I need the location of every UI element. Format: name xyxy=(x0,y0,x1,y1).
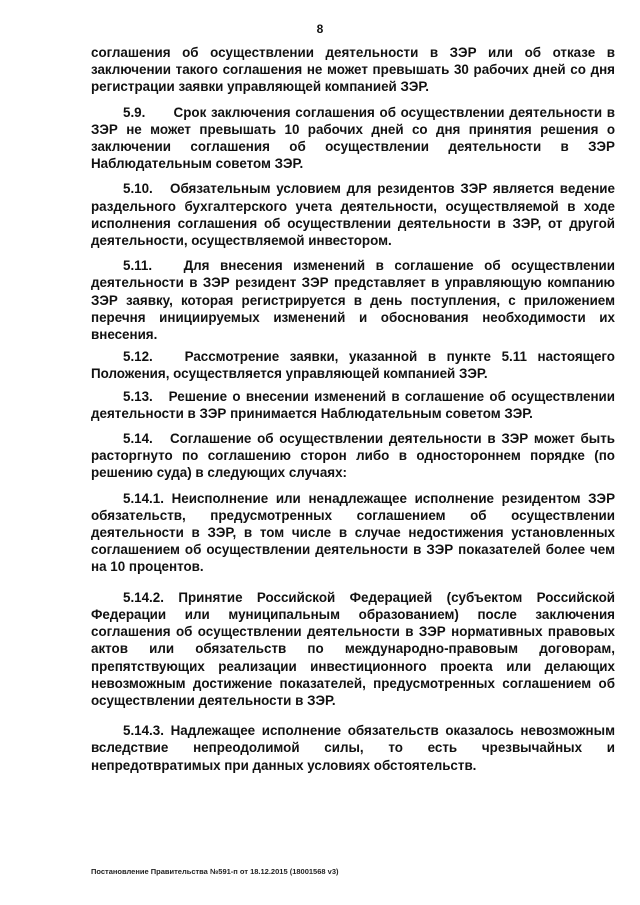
paragraph-5-13 xyxy=(91,388,615,422)
paragraph-text: Обязательным условием для резидентов ЗЭР является ведение раздельного бухгалтерского учета деятельности, осуществляемой в ходе исполнения соглашения об осуществлении деятельности в ЗЭР, от другой деятельности, осуществляемой инвестором. xyxy=(91,181,615,249)
paragraph-text: Неисполнение или ненадлежащее исполнение резидентом ЗЭР обязательств, предусмотренных соглашением об осуществлении деятельности в ЗЭР, в том числе в случае недостижения установленных соглашением об осуществлении деятельности в ЗЭР показателей более чем на 10 процентов. xyxy=(91,490,615,575)
paragraph-number: 5.14. xyxy=(123,431,153,447)
footer-reference: Постановление Правительства №591-п от 18.12.2015 (18001568 v3) xyxy=(91,867,339,876)
paragraph-number: 5.14.2. xyxy=(123,589,164,605)
paragraph-5-14-3 xyxy=(91,722,615,774)
paragraph-number: 5.9. xyxy=(123,104,146,120)
paragraph-5-14-1 xyxy=(91,490,615,576)
paragraph-number: 5.13. xyxy=(123,388,153,404)
page-number: 8 xyxy=(316,22,324,36)
paragraph-number: 5.11. xyxy=(123,258,153,274)
paragraph-text: соглашения об осуществлении деятельности в ЗЭР или об отказе в заключении такого соглашения не может превышать 30 рабочих дней со дня регистрации заявки управляющей компанией ЗЭР. xyxy=(91,45,615,95)
paragraph-text: Срок заключения соглашения об осуществлении деятельности в ЗЭР не может превышать 10 рабочих дней со дня принятия решения о заключении соглашения об осуществлении деятельности в ЗЭР Наблюдательным советом ЗЭР. xyxy=(91,104,615,172)
paragraph-number: 5.14.3. xyxy=(123,723,164,739)
paragraph-5-14-2 xyxy=(91,589,615,709)
paragraph-continuation xyxy=(91,44,615,96)
paragraph-5-9 xyxy=(91,104,615,173)
paragraph-number: 5.14.1. xyxy=(123,490,164,506)
paragraph-text: Принятие Российской Федерацией (субъектом Российской Федерации или муниципальным образованием) после заключения соглашения об осуществлении деятельности в ЗЭР нормативных правовых актов или обязательств по международно-правовым договорам, препятствующих реализации инвестиционного проекта или делающих невозможным достижение показателей, предусмотренных соглашением об осуществлении деятельности в ЗЭР. xyxy=(91,589,615,708)
paragraph-text: Надлежащее исполнение обязательств оказалось невозможным вследствие непреодолимой силы, то есть чрезвычайных и непредотвратимых при данных условиях обстоятельств. xyxy=(91,723,615,773)
paragraph-text: Рассмотрение заявки, указанной в пункте 5.11 настоящего Положения, осуществляется управляющей компанией ЗЭР. xyxy=(91,349,615,382)
document-body xyxy=(91,44,615,782)
paragraph-text: Для внесения изменений в соглашение об осуществлении деятельности в ЗЭР резидент ЗЭР представляет в управляющую компанию ЗЭР заявку, которая регистрируется в день поступления, с приложением перечня инициируемых изменений и обоснования необходимости их внесения. xyxy=(91,258,615,343)
paragraph-text: Решение о внесении изменений в соглашение об осуществлении деятельности в ЗЭР принимается Наблюдательным советом ЗЭР. xyxy=(91,388,615,421)
paragraph-5-11 xyxy=(91,257,615,343)
paragraph-5-10 xyxy=(91,180,615,249)
paragraph-5-14 xyxy=(91,430,615,482)
paragraph-5-12 xyxy=(91,348,615,382)
paragraph-number: 5.10. xyxy=(123,181,153,197)
paragraph-number: 5.12. xyxy=(123,349,153,365)
paragraph-text: Соглашение об осуществлении деятельности в ЗЭР может быть расторгнуто по соглашению сторон либо в одностороннем порядке (по решению суда) в следующих случаях: xyxy=(91,431,615,481)
